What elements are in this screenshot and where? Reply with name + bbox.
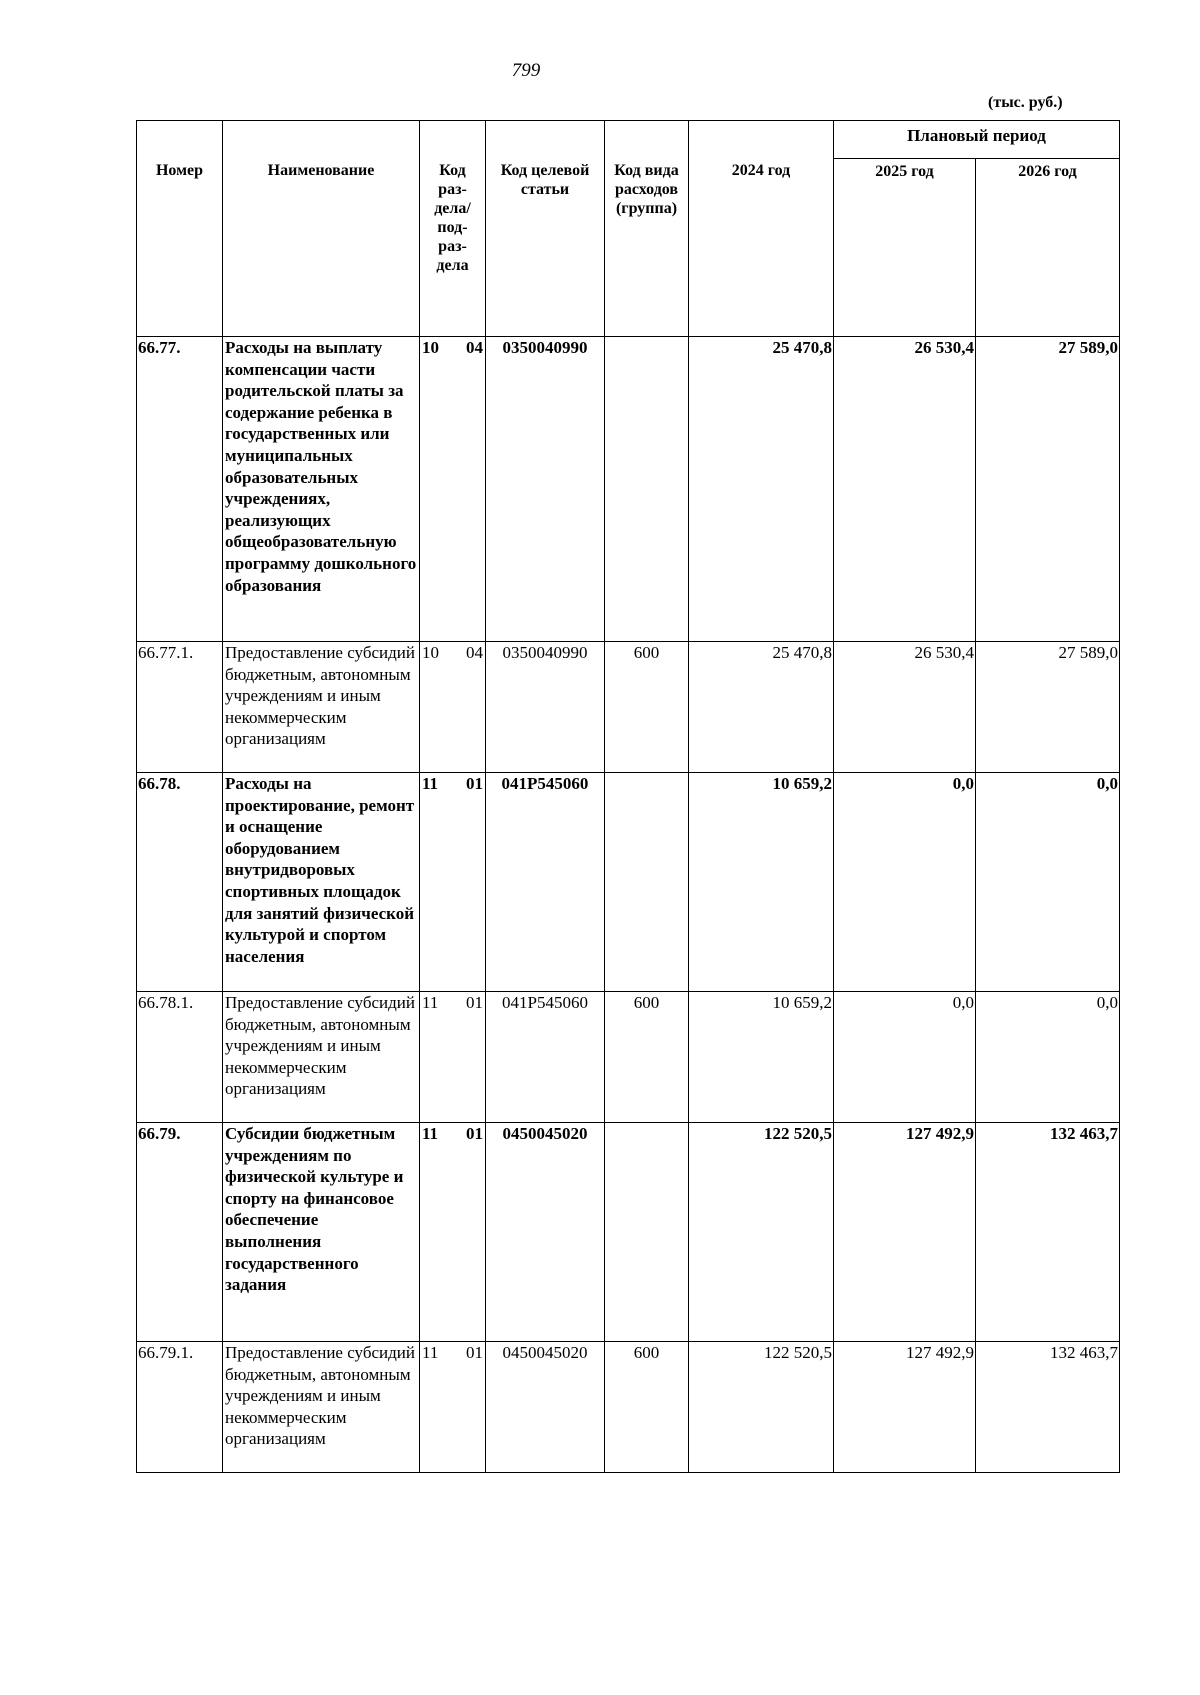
row-amount-2025: 26 530,4 [834,337,976,642]
row-subsection: 01 [466,993,483,1012]
row-amount-2024: 25 470,8 [689,642,834,773]
row-name: Предоставление субсидий бюджетным, автономным учреждениям и иным некоммерческим организациям [223,992,420,1123]
table-row [137,1123,1120,1342]
row-amount-2026: 132 463,7 [976,1123,1120,1342]
row-amount-2025: 0,0 [834,773,976,992]
row-expense-type: 600 [605,1342,689,1473]
row-name: Предоставление субсидий бюджетным, автономным учреждениям и иным некоммерческим организациям [223,642,420,773]
row-amount-2024: 25 470,8 [689,337,834,642]
row-target-code: 0350040990 [486,642,605,773]
row-amount-2026: 132 463,7 [976,1342,1120,1473]
units-label: (тыс. руб.) [988,94,1063,111]
header-type: Код вида расходов (группа) [605,121,689,337]
row-target-code: 041Р545060 [486,773,605,992]
row-section-code [420,642,486,773]
row-amount-2024: 10 659,2 [689,992,834,1123]
row-amount-2024: 10 659,2 [689,773,834,992]
header-name: Наименование [223,121,420,337]
row-subsection: 04 [466,338,483,357]
row-amount-2025: 26 530,4 [834,642,976,773]
row-target-code: 0450045020 [486,1123,605,1342]
row-number: 66.79.1. [137,1342,223,1473]
table-row [137,337,1120,642]
header-section: Код раз-дела/ под-раз-дела [420,121,486,337]
row-expense-type [605,337,689,642]
row-section-code [420,773,486,992]
row-name: Расходы на выплату компенсации части родительской платы за содержание ребенка в государственных или муниципальных образовательных учреждениях, реализующих общеобразовательную программу дошкольного образования [223,337,420,642]
row-number: 66.77.1. [137,642,223,773]
row-subsection: 01 [466,774,483,793]
row-target-code: 0450045020 [486,1342,605,1473]
header-number: Номер [137,121,223,337]
row-expense-type: 600 [605,992,689,1123]
row-amount-2025: 127 492,9 [834,1342,976,1473]
row-section: 11 [422,1124,439,1143]
page-number: 799 [511,60,541,81]
row-amount-2024: 122 520,5 [689,1123,834,1342]
row-subsection: 04 [466,643,483,662]
row-number: 66.79. [137,1123,223,1342]
row-section: 11 [422,774,439,793]
row-number: 66.78.1. [137,992,223,1123]
row-section: 10 [422,643,439,662]
header-target: Код целевой статьи [486,121,605,337]
header-year-2024: 2024 год [689,121,834,337]
budget-table [136,120,1120,1473]
row-section-code [420,337,486,642]
row-section-code [420,1123,486,1342]
row-number: 66.78. [137,773,223,992]
header-year-2026: 2026 год [976,159,1120,337]
table-body [137,337,1120,1473]
table-row [137,1342,1120,1473]
table-row [137,642,1120,773]
row-expense-type: 600 [605,642,689,773]
table-row [137,992,1120,1123]
row-amount-2026: 27 589,0 [976,642,1120,773]
row-amount-2025: 0,0 [834,992,976,1123]
table-row [137,773,1120,992]
row-section-code [420,992,486,1123]
row-amount-2024: 122 520,5 [689,1342,834,1473]
row-name: Расходы на проектирование, ремонт и оснащение оборудованием внутридворовых спортивных площадок для занятий физической культурой и спортом населения [223,773,420,992]
row-expense-type [605,773,689,992]
row-expense-type [605,1123,689,1342]
row-name: Субсидии бюджетным учреждениям по физической культуре и спорту на финансовое обеспечение выполнения государственного задания [223,1123,420,1342]
row-amount-2026: 0,0 [976,773,1120,992]
header-planned-period: Плановый период [834,121,1120,159]
row-section: 11 [422,1343,439,1362]
row-section: 10 [422,338,439,357]
row-target-code: 0350040990 [486,337,605,642]
row-number: 66.77. [137,337,223,642]
row-target-code: 041Р545060 [486,992,605,1123]
row-amount-2026: 0,0 [976,992,1120,1123]
row-subsection: 01 [466,1343,483,1362]
row-section-code [420,1342,486,1473]
row-section: 11 [422,993,439,1012]
row-amount-2026: 27 589,0 [976,337,1120,642]
row-amount-2025: 127 492,9 [834,1123,976,1342]
header-year-2025: 2025 год [834,159,976,337]
row-subsection: 01 [466,1124,483,1143]
row-name: Предоставление субсидий бюджетным, автономным учреждениям и иным некоммерческим организациям [223,1342,420,1473]
